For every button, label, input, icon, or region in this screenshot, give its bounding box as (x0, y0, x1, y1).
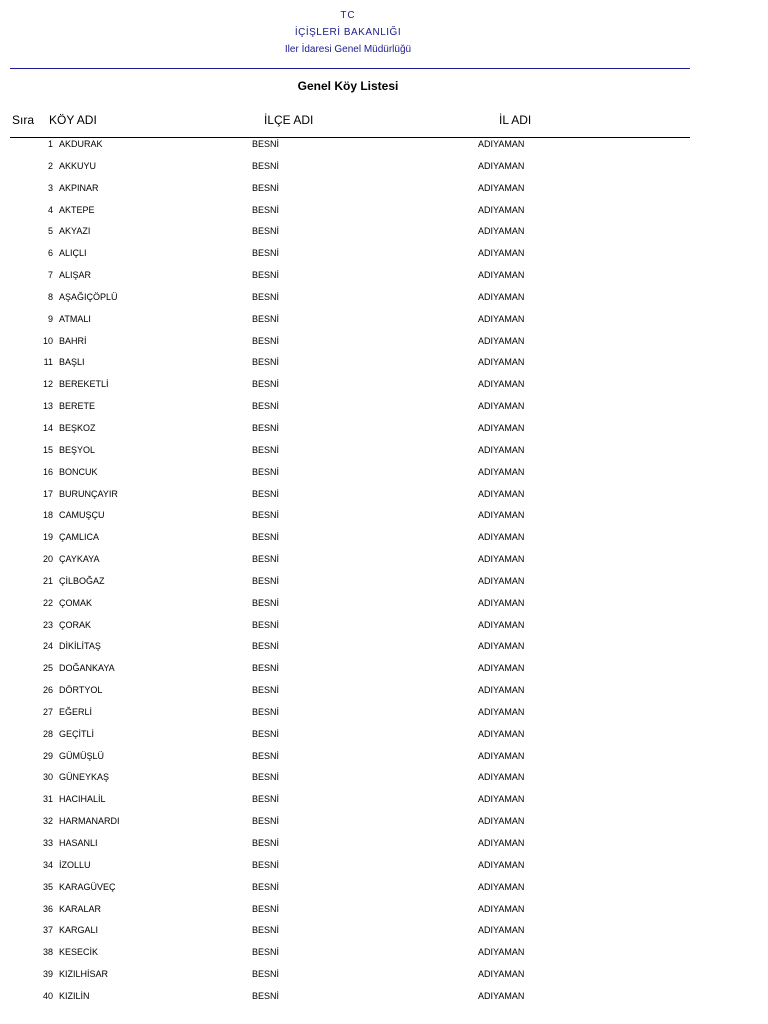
row-number: 19 (42, 532, 53, 543)
village-table (0, 137, 696, 1011)
village-name: ÇOMAK (59, 597, 93, 608)
village-name: KESECİK (59, 947, 99, 958)
table-row (0, 705, 696, 727)
row-number: 29 (42, 750, 53, 761)
row-number: 20 (42, 554, 53, 565)
table-row (0, 465, 696, 487)
district-name: BESNİ (252, 728, 280, 739)
village-name: AKPINAR (59, 182, 99, 193)
column-header-koy-adi: KÖY ADI (49, 113, 97, 127)
village-name: ALIŞAR (59, 270, 92, 281)
village-name: KARAGÜVEÇ (59, 881, 116, 892)
district-name: BESNİ (252, 357, 280, 368)
district-name: BESNİ (252, 838, 280, 848)
table-row (0, 683, 696, 705)
table-row (0, 923, 696, 945)
village-name: AKYAZI (59, 226, 91, 237)
table-row (0, 596, 696, 618)
village-name: BEŞKOZ (59, 422, 96, 433)
table-row (0, 814, 696, 836)
row-number: 5 (47, 226, 53, 237)
district-name: BESNİ (252, 947, 280, 958)
table-row (0, 159, 696, 181)
province-name: ADIYAMAN (478, 226, 525, 237)
district-name: BESNİ (252, 969, 280, 980)
district-name: BESNİ (252, 575, 280, 586)
table-row (0, 945, 696, 967)
row-number: 17 (42, 488, 53, 499)
table-row (0, 224, 696, 246)
table-row (0, 858, 696, 880)
district-name: BESNİ (252, 510, 280, 521)
row-number: 27 (42, 706, 53, 717)
province-name: ADIYAMAN (478, 816, 525, 827)
header-directorate: Iler İdaresi Genel Müdürlüğü (284, 44, 412, 55)
district-name: BESNİ (252, 816, 280, 827)
column-header-sira: Sıra (12, 113, 35, 127)
province-name: ADIYAMAN (478, 335, 525, 346)
header-country: TC (340, 10, 356, 21)
table-row (0, 290, 696, 312)
row-number: 15 (42, 444, 53, 455)
village-name: ALIÇLI (59, 248, 87, 259)
table-row (0, 246, 696, 268)
village-name: AKDURAK (59, 139, 103, 149)
district-name: BESNİ (252, 291, 280, 302)
village-name: DOĞANKAYA (59, 663, 115, 674)
table-row (0, 530, 696, 552)
province-name: ADIYAMAN (478, 881, 525, 892)
row-number: 1 (47, 139, 53, 149)
row-number: 39 (42, 969, 53, 980)
province-name: ADIYAMAN (478, 859, 525, 870)
province-name: ADIYAMAN (478, 903, 525, 914)
table-row (0, 989, 696, 1011)
table-row (0, 377, 696, 399)
province-name: ADIYAMAN (478, 270, 525, 281)
header-ministry: İÇİŞLERİ BAKANLIĞI (294, 27, 402, 38)
district-name: BESNİ (252, 663, 280, 674)
village-name: BEŞYOL (59, 444, 96, 455)
district-name: BESNİ (252, 925, 280, 936)
row-number: 33 (42, 838, 53, 848)
village-name: DİKİLİTAŞ (59, 641, 101, 652)
header-divider (10, 68, 690, 69)
province-name: ADIYAMAN (478, 379, 525, 390)
province-name: ADIYAMAN (478, 204, 525, 215)
table-row (0, 661, 696, 683)
district-name: BESNİ (252, 532, 280, 543)
province-name: ADIYAMAN (478, 248, 525, 259)
row-number: 18 (42, 510, 53, 521)
row-number: 6 (47, 248, 53, 259)
province-name: ADIYAMAN (478, 925, 525, 936)
table-row (0, 508, 696, 530)
table-row (0, 749, 696, 771)
row-number: 36 (42, 903, 53, 914)
district-name: BESNİ (252, 160, 280, 171)
village-name: HASANLI (59, 838, 98, 848)
table-row (0, 792, 696, 814)
table-row (0, 399, 696, 421)
district-name: BESNİ (252, 794, 280, 805)
village-name: KARALAR (59, 903, 102, 914)
village-name: İZOLLU (59, 859, 91, 870)
table-row (0, 268, 696, 290)
village-name: BAŞLI (59, 357, 85, 368)
province-name: ADIYAMAN (478, 422, 525, 433)
row-number: 40 (42, 990, 53, 1001)
column-header-ilce-adi: İLÇE ADI (264, 113, 314, 127)
province-name: ADIYAMAN (478, 357, 525, 368)
table-row (0, 181, 696, 203)
table-row (0, 137, 696, 159)
province-name: ADIYAMAN (478, 444, 525, 455)
table-row (0, 574, 696, 596)
district-name: BESNİ (252, 881, 280, 892)
province-name: ADIYAMAN (478, 597, 525, 608)
province-name: ADIYAMAN (478, 969, 525, 980)
district-name: BESNİ (252, 750, 280, 761)
row-number: 31 (42, 794, 53, 805)
village-name: ÇORAK (59, 619, 92, 630)
row-number: 38 (42, 947, 53, 958)
row-number: 26 (42, 685, 53, 696)
district-name: BESNİ (252, 335, 280, 346)
village-name: ÇAMLICA (59, 532, 100, 543)
district-name: BESNİ (252, 444, 280, 455)
province-name: ADIYAMAN (478, 947, 525, 958)
table-row (0, 967, 696, 989)
district-name: BESNİ (252, 226, 280, 237)
row-number: 11 (43, 357, 53, 368)
district-name: BESNİ (252, 379, 280, 390)
district-name: BESNİ (252, 182, 280, 193)
province-name: ADIYAMAN (478, 488, 525, 499)
village-name: DÖRTYOL (59, 685, 103, 696)
table-row (0, 421, 696, 443)
province-name: ADIYAMAN (478, 663, 525, 674)
village-name: KARGALI (59, 925, 99, 936)
village-name: KIZILİN (59, 990, 90, 1001)
district-name: BESNİ (252, 401, 280, 412)
row-number: 3 (47, 182, 53, 193)
row-number: 23 (42, 619, 53, 630)
row-number: 14 (42, 422, 53, 433)
province-name: ADIYAMAN (478, 510, 525, 521)
province-name: ADIYAMAN (478, 619, 525, 630)
village-name: EĞERLİ (59, 706, 93, 717)
village-name: GÜMÜŞLÜ (59, 750, 105, 761)
village-name: CAMUŞÇU (59, 510, 105, 521)
table-row (0, 727, 696, 749)
row-number: 2 (47, 160, 53, 171)
row-number: 21 (42, 575, 53, 586)
district-name: BESNİ (252, 466, 280, 477)
village-name: GEÇİTLİ (59, 728, 95, 739)
table-row (0, 618, 696, 640)
table-row (0, 552, 696, 574)
province-name: ADIYAMAN (478, 291, 525, 302)
table-row (0, 880, 696, 902)
province-name: ADIYAMAN (478, 794, 525, 805)
row-number: 4 (47, 204, 53, 215)
village-name: BURUNÇAYIR (59, 488, 118, 499)
row-number: 28 (42, 728, 53, 739)
row-number: 35 (42, 881, 53, 892)
row-number: 30 (42, 772, 53, 783)
row-number: 16 (42, 466, 53, 477)
district-name: BESNİ (252, 706, 280, 717)
province-name: ADIYAMAN (478, 685, 525, 696)
table-row (0, 770, 696, 792)
province-name: ADIYAMAN (478, 313, 525, 324)
table-row (0, 203, 696, 225)
district-name: BESNİ (252, 619, 280, 630)
province-name: ADIYAMAN (478, 182, 525, 193)
district-name: BESNİ (252, 204, 280, 215)
district-name: BESNİ (252, 990, 280, 1001)
district-name: BESNİ (252, 685, 280, 696)
province-name: ADIYAMAN (478, 990, 525, 1001)
district-name: BESNİ (252, 248, 280, 259)
province-name: ADIYAMAN (478, 728, 525, 739)
row-number: 34 (42, 859, 53, 870)
row-number: 8 (47, 291, 53, 302)
table-row (0, 639, 696, 661)
district-name: BESNİ (252, 554, 280, 565)
province-name: ADIYAMAN (478, 838, 525, 848)
row-number: 9 (47, 313, 53, 324)
district-name: BESNİ (252, 772, 280, 783)
district-name: BESNİ (252, 903, 280, 914)
village-name: ÇİLBOĞAZ (59, 575, 105, 586)
village-name: GÜNEYKAŞ (59, 772, 110, 783)
province-name: ADIYAMAN (478, 575, 525, 586)
row-number: 37 (42, 925, 53, 936)
district-name: BESNİ (252, 641, 280, 652)
row-number: 7 (47, 270, 53, 281)
province-name: ADIYAMAN (478, 706, 525, 717)
row-number: 10 (42, 335, 53, 346)
village-name: BAHRİ (59, 335, 87, 346)
table-row (0, 312, 696, 334)
table-row (0, 487, 696, 509)
province-name: ADIYAMAN (478, 554, 525, 565)
village-name: HARMANARDI (59, 816, 120, 827)
province-name: ADIYAMAN (478, 160, 525, 171)
province-name: ADIYAMAN (478, 772, 525, 783)
row-number: 32 (42, 816, 53, 827)
village-name: KIZILHİSAR (59, 969, 109, 980)
province-name: ADIYAMAN (478, 750, 525, 761)
row-number: 25 (42, 663, 53, 674)
row-number: 24 (42, 641, 53, 652)
district-name: BESNİ (252, 139, 280, 149)
district-name: BESNİ (252, 488, 280, 499)
table-row (0, 443, 696, 465)
province-name: ADIYAMAN (478, 401, 525, 412)
district-name: BESNİ (252, 597, 280, 608)
village-name: AKKUYU (59, 160, 97, 171)
village-name: AŞAĞIÇÖPLÜ (59, 291, 118, 302)
village-name: AKTEPE (59, 204, 95, 215)
village-name: HACIHALİL (59, 794, 106, 805)
row-number: 12 (42, 379, 53, 390)
table-row (0, 902, 696, 924)
row-number: 13 (42, 401, 53, 412)
table-row (0, 355, 696, 377)
village-name: BONCUK (59, 466, 98, 477)
province-name: ADIYAMAN (478, 532, 525, 543)
province-name: ADIYAMAN (478, 139, 525, 149)
district-name: BESNİ (252, 270, 280, 281)
table-row (0, 836, 696, 858)
village-name: BERETE (59, 401, 96, 412)
province-name: ADIYAMAN (478, 641, 525, 652)
village-name: BEREKETLİ (59, 379, 109, 390)
district-name: BESNİ (252, 313, 280, 324)
row-number: 22 (42, 597, 53, 608)
district-name: BESNİ (252, 859, 280, 870)
village-name: ÇAYKAYA (59, 554, 100, 565)
page-title: Genel Köy Listesi (297, 79, 399, 93)
village-name: ATMALI (59, 313, 91, 324)
column-header-il-adi: İL ADI (499, 113, 532, 127)
district-name: BESNİ (252, 422, 280, 433)
province-name: ADIYAMAN (478, 466, 525, 477)
table-row (0, 334, 696, 356)
